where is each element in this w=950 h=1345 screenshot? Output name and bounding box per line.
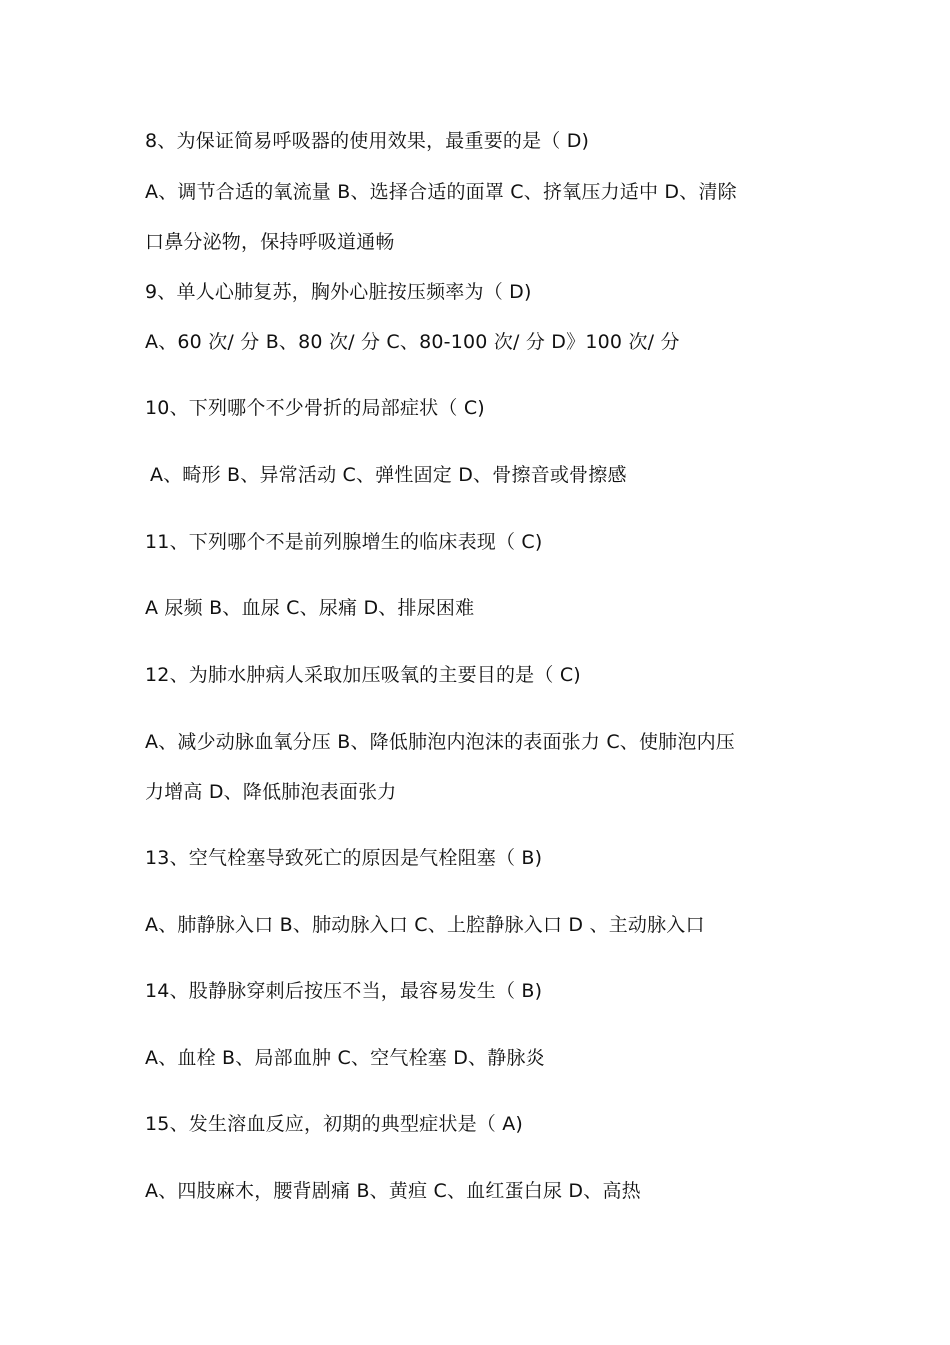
question-12: 12、为肺水肿病人采取加压吸氧的主要目的是（ C) [145,664,581,686]
question-10: 10、下列哪个不少骨折的局部症状（ C) [145,397,485,419]
question-8-options-cont: 口鼻分泌物，保持呼吸道通畅 [145,231,395,253]
question-14-options: A、血栓 B、局部血肿 C、空气栓塞 D、静脉炎 [145,1047,545,1069]
question-8-options: A、调节合适的氧流量 B、选择合适的面罩 C、挤氧压力适中 D、清除 [145,181,737,203]
question-12-options-cont: 力增高 D、降低肺泡表面张力 [145,781,397,803]
question-15: 15、发生溶血反应，初期的典型症状是（ A) [145,1113,524,1135]
question-9-options: A、60 次/ 分 B、80 次/ 分 C、80-100 次/ 分 D》100 次/ 分 [145,331,680,353]
question-13: 13、空气栓塞导致死亡的原因是气栓阻塞（ B) [145,847,543,869]
question-13-options: A、肺静脉入口 B、肺动脉入口 C、上腔静脉入口 D 、主动脉入口 [145,914,705,936]
question-14: 14、股静脉穿刺后按压不当，最容易发生（ B) [145,980,543,1002]
question-9: 9、单人心肺复苏，胸外心脏按压频率为（ D) [145,281,532,303]
question-11-options: A 尿频 B、血尿 C、尿痛 D、排尿困难 [145,597,475,619]
question-10-options: A、畸形 B、异常活动 C、弹性固定 D、骨擦音或骨擦感 [150,464,627,486]
question-11: 11、下列哪个不是前列腺增生的临床表现（ C) [145,531,543,553]
question-8: 8、为保证简易呼吸器的使用效果，最重要的是（ D) [145,130,590,152]
question-12-options: A、减少动脉血氧分压 B、降低肺泡内泡沫的表面张力 C、使肺泡内压 [145,731,735,753]
question-15-options: A、四肢麻木，腰背剧痛 B、黄疸 C、血红蛋白尿 D、高热 [145,1180,641,1202]
